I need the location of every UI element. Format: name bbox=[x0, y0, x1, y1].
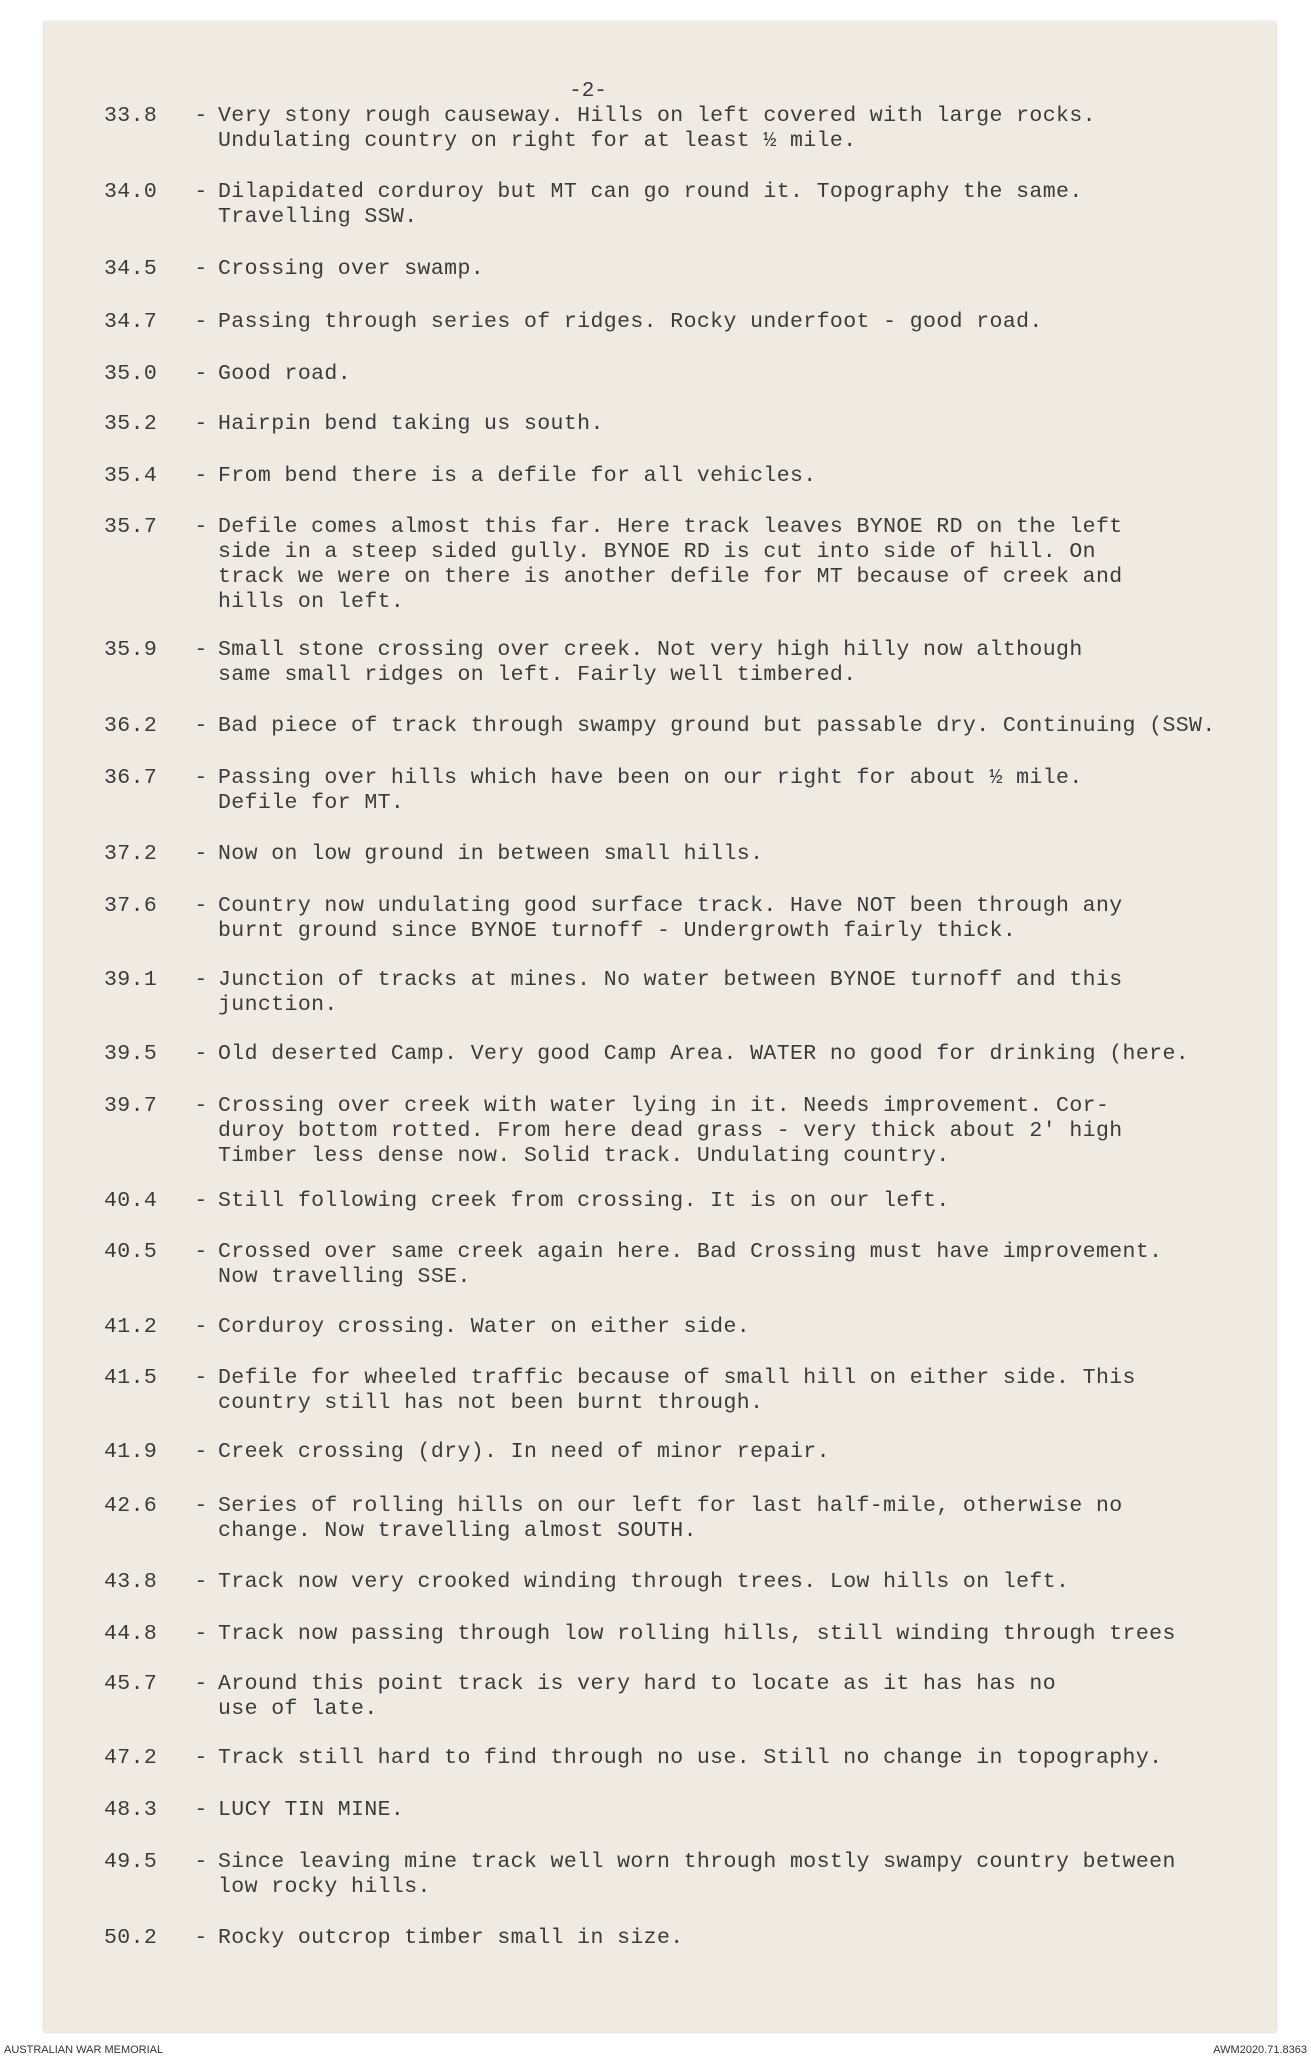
entry-text: Country now undulating good surface track. Have NOT been through any burnt ground since BYNOE turnoff - Undergrowth fairly thick. bbox=[218, 894, 1123, 943]
mileage: 34.0 bbox=[104, 180, 158, 204]
entry-text: Crossing over creek with water lying in it. Needs improvement. Cor- duroy bottom rotted. From here dead grass - very thick about 2' high Timber less dense now. Solid track. Undulating country. bbox=[218, 1094, 1123, 1168]
mileage: 37.6 bbox=[104, 894, 158, 918]
log-entry: 39.1 - Junction of tracks at mines. No water between BYNOE turnoff and this junction. bbox=[104, 968, 1254, 1018]
archive-credit: AUSTRALIAN WAR MEMORIAL bbox=[4, 2044, 164, 2056]
page-number: -2- bbox=[569, 80, 607, 103]
mileage: 43.8 bbox=[104, 1570, 158, 1594]
mileage: 39.1 bbox=[104, 968, 158, 992]
entry-text: Around this point track is very hard to locate as it has has no use of late. bbox=[218, 1672, 1057, 1721]
entry-text: Now on low ground in between small hills. bbox=[218, 842, 764, 866]
mileage: 49.5 bbox=[104, 1850, 158, 1874]
entry-text: Hairpin bend taking us south. bbox=[218, 412, 604, 436]
log-entry: 40.5 - Crossed over same creek again here. Bad Crossing must have improvement. Now travelling SSE. bbox=[104, 1240, 1254, 1290]
mileage: 39.7 bbox=[104, 1094, 158, 1118]
log-entry: 41.2 - Corduroy crossing. Water on either side. bbox=[104, 1315, 1254, 1340]
entry-text: Dilapidated corduroy but MT can go round it. Topography the same. Travelling SSW. bbox=[218, 180, 1083, 229]
log-entry: 39.7 - Crossing over creek with water lying in it. Needs improvement. Cor- duroy bottom rotted. From here dead grass - very thick about 2' high Timber less dense now. Solid track. Undulating country. bbox=[104, 1094, 1254, 1169]
log-entry: 35.2 - Hairpin bend taking us south. bbox=[104, 412, 1254, 437]
entry-text: LUCY TIN MINE. bbox=[218, 1798, 405, 1822]
mileage: 35.4 bbox=[104, 464, 158, 488]
mileage: 39.5 bbox=[104, 1042, 158, 1066]
entry-text: Crossed over same creek again here. Bad Crossing must have improvement. Now travelling SSE. bbox=[218, 1240, 1163, 1289]
log-entry: 39.5 - Old deserted Camp. Very good Camp Area. WATER no good for drinking (here. bbox=[104, 1042, 1254, 1067]
log-entry: 36.7 - Passing over hills which have been on our right for about ½ mile. Defile for MT. bbox=[104, 766, 1254, 816]
log-entry: 49.5 - Since leaving mine track well worn through mostly swampy country between low rocky hills. bbox=[104, 1850, 1254, 1900]
mileage: 37.2 bbox=[104, 842, 158, 866]
log-entry: 43.8 - Track now very crooked winding through trees. Low hills on left. bbox=[104, 1570, 1254, 1595]
entry-text: Small stone crossing over creek. Not very high hilly now although same small ridges on left. Fairly well timbered. bbox=[218, 638, 1083, 687]
mileage: 34.5 bbox=[104, 257, 158, 281]
entry-text: Series of rolling hills on our left for last half-mile, otherwise no change. Now travelling almost SOUTH. bbox=[218, 1494, 1123, 1543]
entry-text: Since leaving mine track well worn through mostly swampy country between low rocky hills. bbox=[218, 1850, 1176, 1899]
mileage: 34.7 bbox=[104, 310, 158, 334]
entry-text: Track now very crooked winding through trees. Low hills on left. bbox=[218, 1570, 1070, 1594]
mileage: 33.8 bbox=[104, 104, 158, 128]
entry-text: Good road. bbox=[218, 362, 352, 386]
mileage: 41.9 bbox=[104, 1440, 158, 1464]
log-entry: 35.0 - Good road. bbox=[104, 362, 1254, 387]
mileage: 35.7 bbox=[104, 515, 158, 539]
entry-text: Defile comes almost this far. Here track leaves BYNOE RD on the left side in a steep sided gully. BYNOE RD is cut into side of hill. On track we were on there is another defile for MT because of creek and hills on left. bbox=[218, 515, 1123, 614]
log-entry: 34.5 - Crossing over swamp. bbox=[104, 257, 1254, 282]
log-entry: 34.0 - Dilapidated corduroy but MT can go round it. Topography the same. Travelling SSW. bbox=[104, 180, 1254, 230]
log-entry: 40.4 - Still following creek from crossing. It is on our left. bbox=[104, 1189, 1254, 1214]
mileage: 36.2 bbox=[104, 714, 158, 738]
mileage: 35.2 bbox=[104, 412, 158, 436]
entry-text: Track still hard to find through no use. Still no change in topography. bbox=[218, 1746, 1163, 1770]
log-entry: 44.8 - Track now passing through low rolling hills, still winding through trees bbox=[104, 1622, 1254, 1647]
mileage: 35.9 bbox=[104, 638, 158, 662]
entry-text: Very stony rough causeway. Hills on left covered with large rocks. Undulating country on right for at least ½ mile. bbox=[218, 104, 1096, 153]
archive-footer bbox=[0, 2040, 1311, 2061]
log-entry: 37.2 - Now on low ground in between small hills. bbox=[104, 842, 1254, 867]
entry-text: Creek crossing (dry). In need of minor repair. bbox=[218, 1440, 830, 1464]
archive-reference: AWM2020.71.8363 bbox=[1213, 2044, 1307, 2056]
log-entry: 47.2 - Track still hard to find through no use. Still no change in topography. bbox=[104, 1746, 1254, 1771]
entry-text: Corduroy crossing. Water on either side. bbox=[218, 1315, 751, 1339]
entry-text: From bend there is a defile for all vehicles. bbox=[218, 464, 817, 488]
entry-text: Still following creek from crossing. It is on our left. bbox=[218, 1189, 950, 1213]
mileage: 50.2 bbox=[104, 1926, 158, 1950]
log-entry: 33.8 - Very stony rough causeway. Hills on left covered with large rocks. Undulating country on right for at least ½ mile. bbox=[104, 104, 1254, 154]
log-entry: 36.2 - Bad piece of track through swampy ground but passable dry. Continuing (SSW. bbox=[104, 714, 1254, 739]
entry-text: Defile for wheeled traffic because of small hill on either side. This country still has not been burnt through. bbox=[218, 1366, 1136, 1415]
mileage: 40.5 bbox=[104, 1240, 158, 1264]
log-entry: 50.2 - Rocky outcrop timber small in size. bbox=[104, 1926, 1254, 1951]
entry-text: Track now passing through low rolling hills, still winding through trees bbox=[218, 1622, 1176, 1646]
log-entry: 35.4 - From bend there is a defile for all vehicles. bbox=[104, 464, 1254, 489]
log-entry: 45.7 - Around this point track is very hard to locate as it has has no use of late. bbox=[104, 1672, 1254, 1722]
mileage: 41.2 bbox=[104, 1315, 158, 1339]
entry-text: Crossing over swamp. bbox=[218, 257, 485, 281]
log-entry: 34.7 - Passing through series of ridges. Rocky underfoot - good road. bbox=[104, 310, 1254, 335]
entry-text: Passing over hills which have been on our right for about ½ mile. Defile for MT. bbox=[218, 766, 1083, 815]
log-entry: 35.7 - Defile comes almost this far. Here track leaves BYNOE RD on the left side in a steep sided gully. BYNOE RD is cut into side of hill. On track we were on there is another defile for MT because of creek and hills on left. bbox=[104, 515, 1254, 615]
entry-text: Old deserted Camp. Very good Camp Area. WATER no good for drinking (here. bbox=[218, 1042, 1190, 1066]
mileage: 40.4 bbox=[104, 1189, 158, 1213]
entry-text: Junction of tracks at mines. No water between BYNOE turnoff and this junction. bbox=[218, 968, 1123, 1017]
mileage: 41.5 bbox=[104, 1366, 158, 1390]
mileage: 45.7 bbox=[104, 1672, 158, 1696]
mileage: 48.3 bbox=[104, 1798, 158, 1822]
entry-text: Passing through series of ridges. Rocky underfoot - good road. bbox=[218, 310, 1043, 334]
log-entry: 42.6 - Series of rolling hills on our left for last half-mile, otherwise no change. Now travelling almost SOUTH. bbox=[104, 1494, 1254, 1544]
log-entry: 35.9 - Small stone crossing over creek. Not very high hilly now although same small ridges on left. Fairly well timbered. bbox=[104, 638, 1254, 688]
mileage: 47.2 bbox=[104, 1746, 158, 1770]
log-entry: 37.6 - Country now undulating good surface track. Have NOT been through any burnt ground since BYNOE turnoff - Undergrowth fairly thick. bbox=[104, 894, 1254, 944]
mileage: 42.6 bbox=[104, 1494, 158, 1518]
log-entry: 41.5 - Defile for wheeled traffic because of small hill on either side. This country still has not been burnt through. bbox=[104, 1366, 1254, 1416]
log-entry: 48.3 - LUCY TIN MINE. bbox=[104, 1798, 1254, 1823]
mileage: 36.7 bbox=[104, 766, 158, 790]
log-entry: 41.9 - Creek crossing (dry). In need of minor repair. bbox=[104, 1440, 1254, 1465]
entry-text: Rocky outcrop timber small in size. bbox=[218, 1926, 684, 1950]
mileage: 35.0 bbox=[104, 362, 158, 386]
entry-text: Bad piece of track through swampy ground but passable dry. Continuing (SSW. bbox=[218, 714, 1216, 738]
mileage: 44.8 bbox=[104, 1622, 158, 1646]
